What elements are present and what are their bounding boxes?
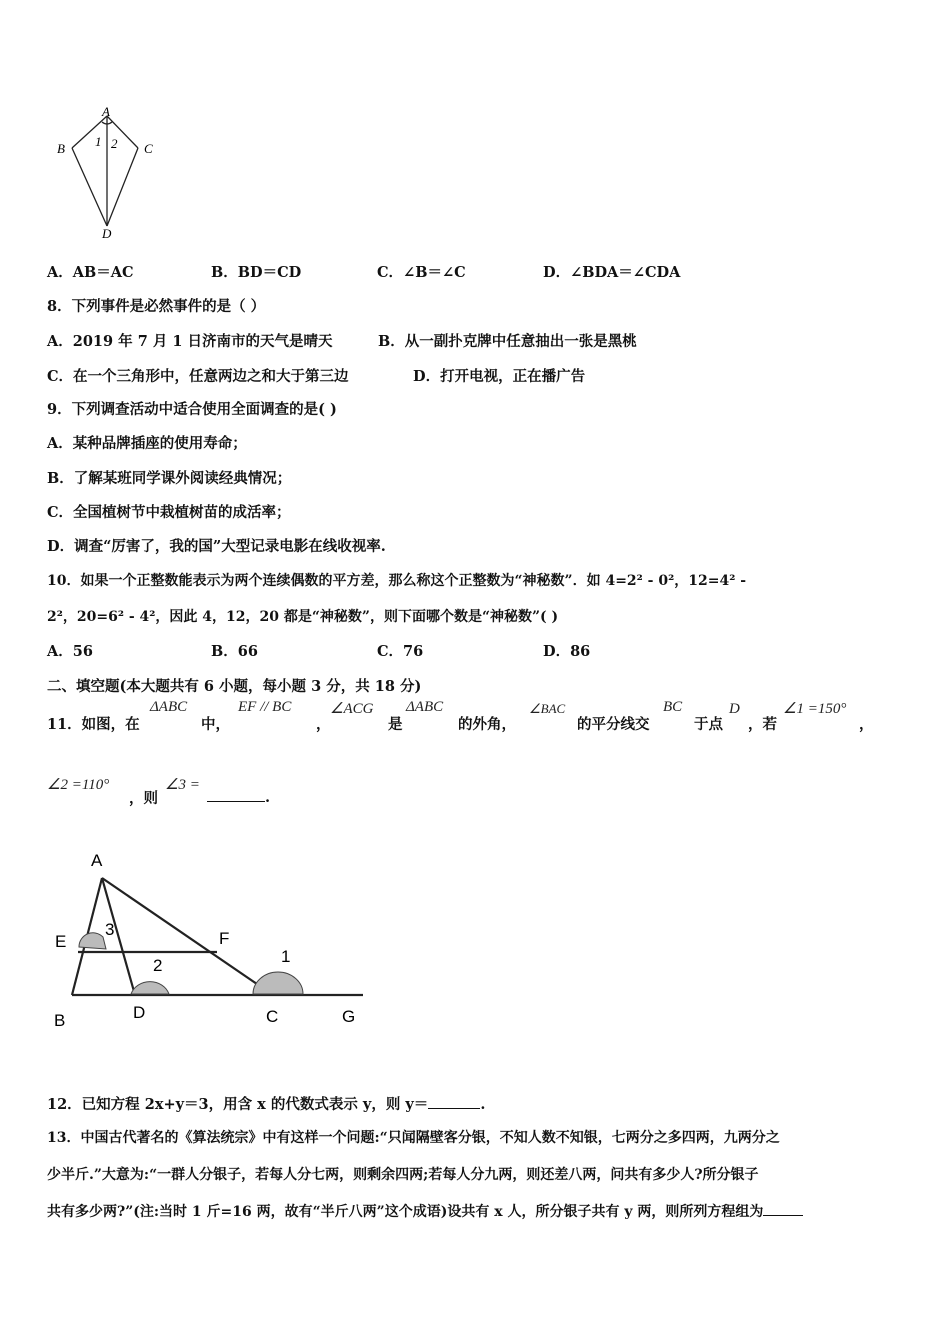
q11-text-4: 是	[388, 716, 403, 733]
q11-text-9: ，	[859, 716, 874, 733]
q11-math-triangle-abc-2: ΔABC	[406, 699, 444, 715]
q11-text-8: ，若	[748, 716, 777, 733]
triangle-label-b: B	[54, 1011, 66, 1030]
section-2-heading: 二、填空题(本大题共有 6 小题，每小题 3 分，共 18 分)	[47, 678, 422, 695]
q8-option-a: A．2019 年 7 月 1 日济南市的天气是晴天	[47, 333, 333, 350]
q8-option-d: D．打开电视，正在播广告	[413, 368, 586, 385]
kite-angle-1: 1	[95, 134, 102, 149]
q9-option-a: A．某种品牌插座的使用寿命；	[47, 435, 247, 452]
q13-answer-blank[interactable]	[763, 1201, 803, 1216]
q11-math-angle-1: ∠1 =150°	[783, 701, 847, 717]
q11-math-angle-bac: ∠BAC	[529, 701, 566, 716]
q11-text-2: 中，	[201, 716, 230, 733]
q12-answer-blank[interactable]	[428, 1094, 480, 1109]
q11-math-bc: BC	[663, 699, 683, 715]
angle-3-shade	[79, 933, 106, 949]
triangle-label-a: A	[91, 851, 103, 870]
q11-text-7: 于点	[694, 716, 723, 733]
q10-option-a: A．56	[47, 643, 93, 660]
q11-answer-line	[207, 787, 270, 806]
triangle-angle-1: 1	[281, 947, 291, 966]
q11-math-angle-acg: ∠ACG	[330, 701, 374, 717]
q9-option-b: B．了解某班同学课外阅读经典情况；	[47, 470, 292, 487]
q11-text-6: 的平分线交	[577, 716, 650, 733]
q13-line-3	[47, 1201, 803, 1221]
q12-line	[47, 1093, 485, 1114]
q12-end: .	[480, 1096, 486, 1113]
q11-math-ef-parallel-bc: EF // BC	[238, 699, 292, 715]
q10-line-2: 2²，20=6² - 4²，因此 4，12，20 都是“神秘数”，则下面哪个数是“神秘数”( )	[47, 609, 559, 625]
q8-stem: 8．下列事件是必然事件的是（ ）	[47, 298, 266, 315]
kite-label-b: B	[57, 141, 65, 156]
q10-option-b: B．66	[211, 643, 258, 660]
q11-end-period: .	[265, 789, 271, 806]
kite-figure	[50, 100, 170, 245]
q11-answer-blank[interactable]	[207, 787, 265, 802]
q11-text-1: 11．如图，在	[47, 716, 140, 733]
triangle-angle-3: 3	[105, 920, 115, 939]
q13-line-1: 13．中国古代著名的《算法统宗》中有这样一个问题:“只闻隔壁客分银，不知人数不知银，七两分之多四两，九两分之	[47, 1130, 780, 1146]
q12-text: 12．已知方程 2x+y＝3，用含 x 的代数式表示 y，则 y＝	[47, 1096, 429, 1113]
q9-option-c: C．全国植树节中栽植树苗的成活率；	[47, 504, 291, 521]
q7-option-c: C．∠B＝∠C	[377, 264, 466, 281]
triangle-angle-2: 2	[153, 956, 163, 975]
q11-math-d: D	[729, 701, 740, 717]
triangle-label-e: E	[55, 932, 67, 951]
triangle-label-f: F	[219, 929, 230, 948]
q11-text-5: 的外角，	[458, 716, 516, 733]
q11-text-3: ，	[316, 716, 331, 733]
triangle-label-c: C	[266, 1007, 279, 1026]
q8-option-c: C．在一个三角形中，任意两边之和大于第三边	[47, 368, 349, 385]
q11-math-angle-3: ∠3 =	[165, 777, 200, 793]
q10-option-c: C．76	[377, 643, 424, 660]
q8-option-b: B．从一副扑克牌中任意抽出一张是黑桃	[378, 333, 637, 350]
q11-math-angle-2: ∠2 =110°	[47, 777, 110, 793]
q9-stem: 9．下列调查活动中适合使用全面调查的是( )	[47, 401, 337, 418]
kite-label-d: D	[102, 226, 112, 241]
q10-line-1: 10．如果一个正整数能表示为两个连续偶数的平方差，那么称这个正整数为“神秘数”．如 4=2² - 0²，12=4² -	[47, 573, 747, 589]
q13-line-3-text: 共有多少两?”(注:当时 1 斤=16 两，故有“半斤八两”这个成语)设共有 x 人，所分银子共有 y 两，则所列方程组为	[47, 1204, 764, 1220]
q13-line-2: 少半斤.”大意为:“一群人分银子，若每人分七两，则剩余四两;若每人分九两，则还差八两，问共有多少人?所分银子	[47, 1167, 759, 1183]
angle-1-shade	[253, 972, 303, 994]
q7-option-b: B．BD＝CD	[211, 264, 302, 281]
triangle-label-g: G	[342, 1007, 356, 1026]
q11-math-triangle-abc: ΔABC	[150, 699, 188, 715]
q7-option-a: A．AB＝AC	[47, 264, 134, 281]
angle-2-shade	[131, 982, 169, 994]
q9-option-d: D．调查“厉害了，我的国”大型记录电影在线收视率.	[47, 538, 386, 555]
kite-label-c: C	[144, 141, 153, 156]
q10-option-d: D．86	[543, 643, 591, 660]
triangle-label-d: D	[133, 1003, 146, 1022]
kite-label-a: A	[102, 104, 110, 119]
q7-option-d: D．∠BDA＝∠CDA	[543, 264, 681, 281]
kite-angle-2: 2	[111, 136, 118, 151]
q11-text-10: ，则	[129, 790, 158, 807]
triangle-figure	[45, 840, 375, 1040]
